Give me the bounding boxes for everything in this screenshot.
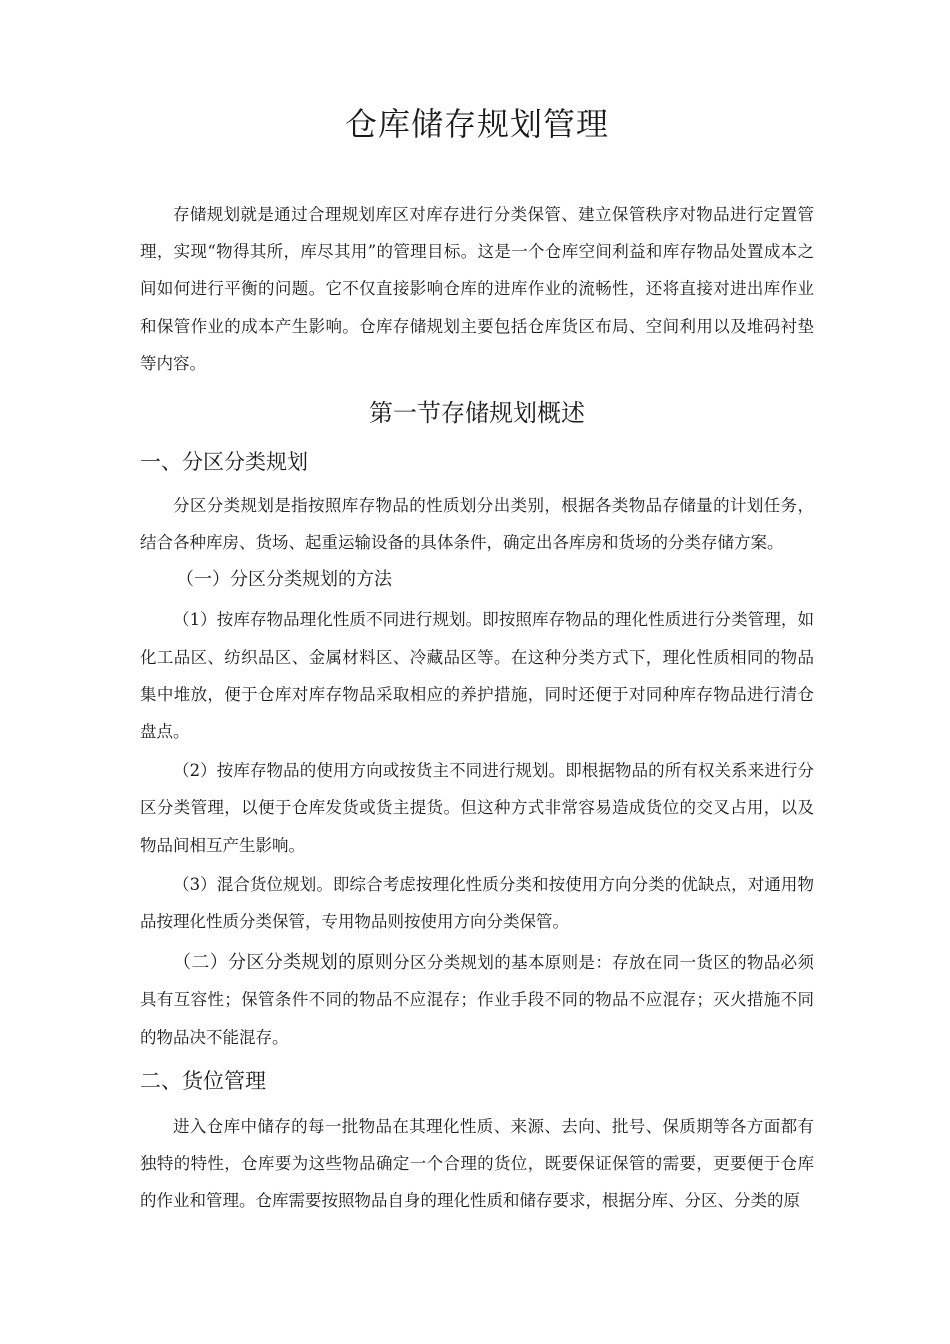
zoning-principles-paragraph — [140, 944, 814, 1056]
intro-paragraph: 存储规划就是通过合理规划库区对库存进行分类保管、建立保管秩序对物品进行定置管理，实现“物得其所，库尽其用”的管理目标。这是一个仓库空间利益和库存物品处置成本之间如何进行平衡的问题。它不仅直接影响仓库的进库作业的流畅性，还将直接对进出库作业和保管作业的成本产生影响。仓库存储规划主要包括仓库货区布局、空间利用以及堆码衬垫等内容。 — [140, 205, 814, 373]
method-item-3: （3）混合货位规划。即综合考虑按理化性质分类和按使用方向分类的优缺点，对通用物品按理化性质分类保管，专用物品则按使用方向分类保管。 — [140, 874, 814, 932]
heading-zoning-methods: （一）分区分类规划的方法 — [176, 569, 392, 591]
method-item-1: （1）按库存物品理化性质不同进行规划。即按照库存物品的理化性质进行分类管理，如化工品区、纺织品区、金属材料区、冷藏品区等。在这种分类方式下，理化性质相同的物品集中堆放，便于仓库对库存物品采取相应的养护措施，同时还便于对同种库存物品进行清仓盘点。 — [140, 610, 814, 742]
zoning-principles-text: 分区分类规划的基本原则是：存放在同一货区的物品必须具有互容性；保管条件不同的物品不应混存；作业手段不同的物品不应混存；灭火措施不同的物品决不能混存。 — [140, 953, 815, 1047]
method-item-2: （2）按库存物品的使用方向或按货主不同进行规划。即根据物品的所有权关系来进行分区分类管理，以便于仓库发货或货主提货。但这种方式非常容易造成货位的交叉占用，以及物品间相互产生影响。 — [140, 761, 814, 855]
document-title: 仓库储存规划管理 — [344, 105, 609, 143]
heading-location-management: 二、货位管理 — [140, 1068, 266, 1093]
location-paragraph: 进入仓库中储存的每一批物品在其理化性质、来源、去向、批号、保质期等各方面都有独特的特性，仓库要为这些物品确定一个合理的货位，既要保证保管的需要，更要便于仓库的作业和管理。仓库需要按照物品自身的理化性质和储存要求，根据分库、分区、分类的原 — [140, 1116, 814, 1211]
heading-zoning-principles: （二）分区分类规划的原则 — [173, 952, 394, 974]
section-title: 第一节存储规划概述 — [369, 399, 585, 428]
heading-zoning-planning: 一、分区分类规划 — [140, 450, 308, 475]
zoning-paragraph: 分区分类规划是指按照库存物品的性质划分出类别，根据各类物品存储量的计划任务，结合各种库房、货场、起重运输设备的具体条件，确定出各库房和货场的分类存储方案。 — [140, 496, 814, 553]
